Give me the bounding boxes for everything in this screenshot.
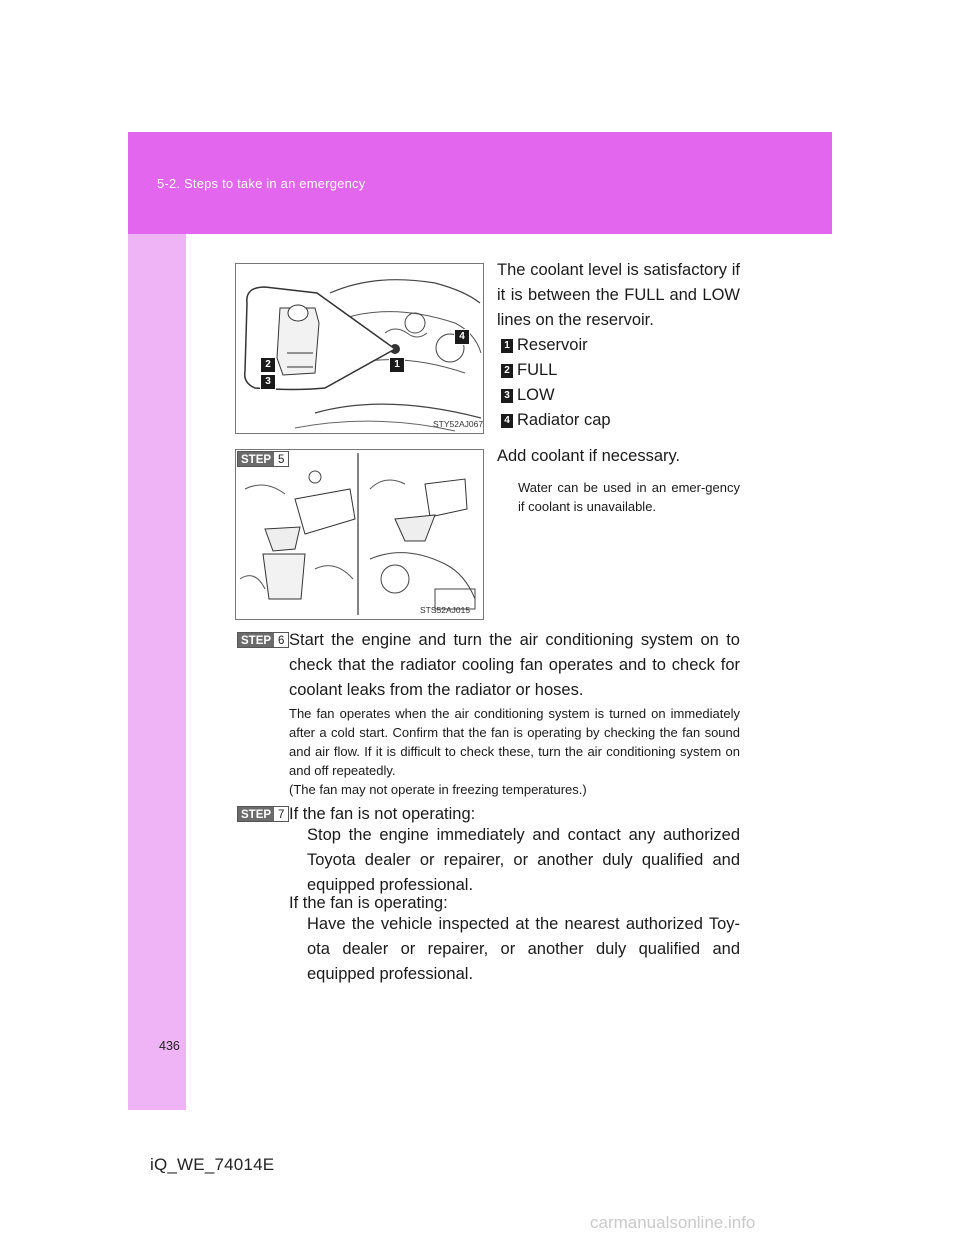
legend-number: 2 [501, 364, 513, 378]
legend-item [501, 333, 611, 358]
figure-coolant-reservoir [235, 263, 484, 434]
callout-3: 3 [260, 374, 276, 390]
legend-label: FULL [517, 361, 558, 379]
step-6-note-freezing: (The fan may not operate in freezing temperatures.) [289, 782, 587, 797]
step-word: STEP [238, 452, 274, 466]
legend-number: 3 [501, 389, 513, 403]
reservoir-illustration [235, 263, 484, 434]
step-7-case-operating: If the fan is operating: [289, 894, 448, 912]
legend-item [501, 408, 611, 433]
legend-item [501, 358, 611, 383]
step-word: STEP [238, 633, 274, 647]
callout-4: 4 [454, 329, 470, 345]
callout-2: 2 [260, 357, 276, 373]
step-number: 5 [274, 452, 288, 466]
step-6-badge [237, 632, 289, 648]
step-7-badge [237, 806, 289, 822]
legend-item [501, 383, 611, 408]
legend-number: 4 [501, 414, 513, 428]
step-7-case-not-operating-text: Stop the engine immediately and contact any authorized Toyota dealer or repairer, or another duly qualified and equipped professional. [307, 826, 740, 894]
document-code: iQ_WE_74014E [150, 1155, 275, 1174]
callout-1: 1 [389, 357, 405, 373]
watermark: carmanualsonline.info [590, 1213, 756, 1232]
legend-label: Reservoir [517, 336, 588, 354]
add-coolant-illustration [235, 449, 484, 620]
step-5-text: Add coolant if necessary. [497, 447, 681, 465]
step-4-text: The coolant level is satisfactory if it is between the FULL and LOW lines on the reservoir. [497, 261, 740, 329]
step-7-case-operating-text: Have the vehicle inspected at the nearest authorized Toy-ota dealer or repairer, or another duly qualified and equipped professional. [307, 915, 740, 983]
section-title: 5-2. Steps to take in an emergency [157, 176, 366, 191]
figure-adding-coolant [235, 449, 484, 620]
step-6-text: Start the engine and turn the air conditioning system on to check that the radiator cooling fan operates and to check for coolant leaks from the radiator or hoses. [289, 631, 740, 699]
step-number: 6 [274, 633, 288, 647]
page-sidebar [128, 132, 186, 1110]
step-5-badge [237, 451, 289, 467]
step-word: STEP [238, 807, 274, 821]
legend-list [501, 333, 611, 433]
step-7-case-not-operating: If the fan is not operating: [289, 805, 476, 823]
step-5-note: Water can be used in an emer-gency if coolant is unavailable. [518, 480, 740, 514]
legend-label: LOW [517, 386, 555, 404]
step-6-note: The fan operates when the air conditioning system is turned on immediately after a cold start. Confirm that the fan is operating by checking the fan sound and air flow. If it is difficult to check these, turn the air conditioning system on and off repeatedly. [289, 706, 740, 778]
figure-code-label: STY52AJ067 [433, 419, 484, 429]
page-number: 436 [159, 1039, 180, 1053]
legend-number: 1 [501, 339, 513, 353]
legend-label: Radiator cap [517, 411, 611, 429]
figure-code-label: STS52AJ015 [420, 605, 471, 615]
step-number: 7 [274, 807, 288, 821]
